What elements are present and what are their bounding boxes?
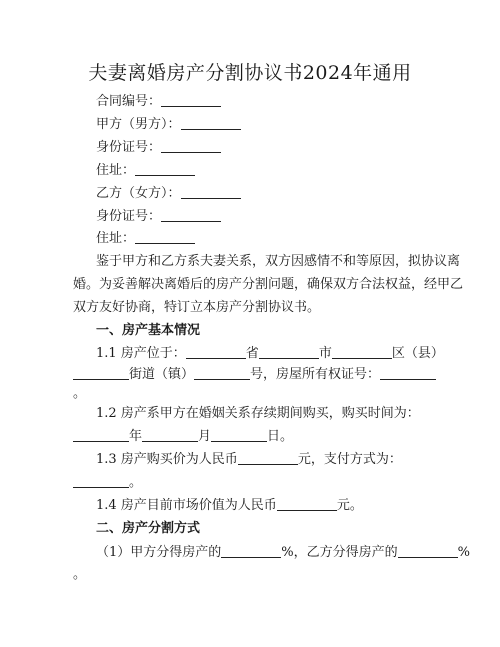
clause-2-1-line-2 <box>73 565 430 585</box>
contract-number-field[interactable] <box>161 92 221 107</box>
purchase-price-field[interactable] <box>238 450 298 465</box>
month-label: 月 <box>198 429 212 444</box>
ownership-cert-label: 号，房屋所有权证号： <box>250 367 381 382</box>
clause-1-1-line-1 <box>96 344 444 364</box>
ownership-cert-field[interactable] <box>380 365 436 380</box>
section-2-heading: 二、房产分割方式 <box>96 521 201 536</box>
party-b-id-row <box>96 207 430 227</box>
purchase-price-label: 1.3 房产购买价为人民币 <box>96 452 238 467</box>
percent-sign: % <box>457 545 470 560</box>
clause-2-1-end: 。 <box>73 567 87 582</box>
street-label: 街道（镇） <box>129 367 195 382</box>
day-label: 日。 <box>267 429 294 444</box>
party-a-field[interactable] <box>181 115 241 130</box>
clause-2-1-line-1 <box>96 543 470 563</box>
payment-method-field[interactable] <box>73 473 129 488</box>
party-a-label: 甲方（男方）： <box>96 117 181 132</box>
house-number-field[interactable] <box>194 365 250 380</box>
province-field[interactable] <box>186 344 246 359</box>
year-label: 年 <box>129 429 143 444</box>
intro-line-3: 双方友好协商，特订立本房产分割协议书。 <box>73 300 321 315</box>
clause-1-1-end: 。 <box>73 386 87 401</box>
clause-1-4 <box>96 496 430 516</box>
market-value-field[interactable] <box>277 496 337 511</box>
party-b-id-label: 身份证号： <box>96 209 162 224</box>
payment-method-label: 元，支付方式为： <box>297 452 402 467</box>
city-label: 市 <box>318 346 332 361</box>
clause-1-2-line-1: 1.2 房产系甲方在婚姻关系存续期间购买，购买时间为： <box>96 406 420 421</box>
party-a-share-label: （1）甲方分得房产的 <box>96 545 222 560</box>
document-title: 夫妻离婚房产分割协议书2024年通用 <box>88 62 412 84</box>
party-b-row <box>96 184 430 204</box>
party-a-id-field[interactable] <box>161 138 221 153</box>
contract-number-label: 合同编号： <box>96 94 162 109</box>
party-b-share-field[interactable] <box>398 543 458 558</box>
party-b-field[interactable] <box>181 184 241 199</box>
clause-1-3-end: 。 <box>129 475 143 490</box>
party-a-row <box>96 115 430 135</box>
party-b-address-field[interactable] <box>135 229 195 244</box>
purchase-month-field[interactable] <box>142 427 198 442</box>
party-b-address-row <box>96 229 430 249</box>
clause-1-2-line-2 <box>73 427 430 447</box>
party-a-address-label: 住址： <box>96 163 136 178</box>
intro-line-1: 鉴于甲方和乙方系夫妻关系，双方因感情不和等原因，拟协议离 <box>96 254 461 269</box>
province-label: 省 <box>245 346 259 361</box>
party-a-share-field[interactable] <box>221 543 281 558</box>
district-label: 区（县） <box>391 346 444 361</box>
intro-line-2: 婚。为妥善解决离婚后的房产分割问题，确保双方合法权益，经甲乙 <box>73 277 464 292</box>
party-b-address-label: 住址： <box>96 231 136 246</box>
clause-1-3-line-1 <box>96 450 430 470</box>
party-a-address-row <box>96 161 430 181</box>
district-field[interactable] <box>332 344 392 359</box>
clause-1-1-prefix: 1.1 房产位于： <box>96 346 186 361</box>
contract-number-row <box>96 92 430 112</box>
party-a-address-field[interactable] <box>135 161 195 176</box>
market-value-label: 1.4 房产目前市场价值为人民币 <box>96 498 277 513</box>
party-b-id-field[interactable] <box>161 207 221 222</box>
street-prefix-field[interactable] <box>73 365 129 380</box>
party-b-label: 乙方（女方）： <box>96 186 181 201</box>
party-a-id-label: 身份证号： <box>96 140 162 155</box>
purchase-day-field[interactable] <box>211 427 267 442</box>
clause-1-1-line-2 <box>73 365 430 385</box>
city-field[interactable] <box>259 344 319 359</box>
clause-1-1-line-3 <box>73 384 430 404</box>
party-a-id-row <box>96 138 430 158</box>
section-1-heading: 一、房产基本情况 <box>96 323 201 338</box>
market-value-unit: 元。 <box>336 498 363 513</box>
clause-1-3-line-2 <box>73 473 430 493</box>
party-b-share-label: %，乙方分得房产的 <box>281 545 398 560</box>
purchase-year-field[interactable] <box>73 427 129 442</box>
